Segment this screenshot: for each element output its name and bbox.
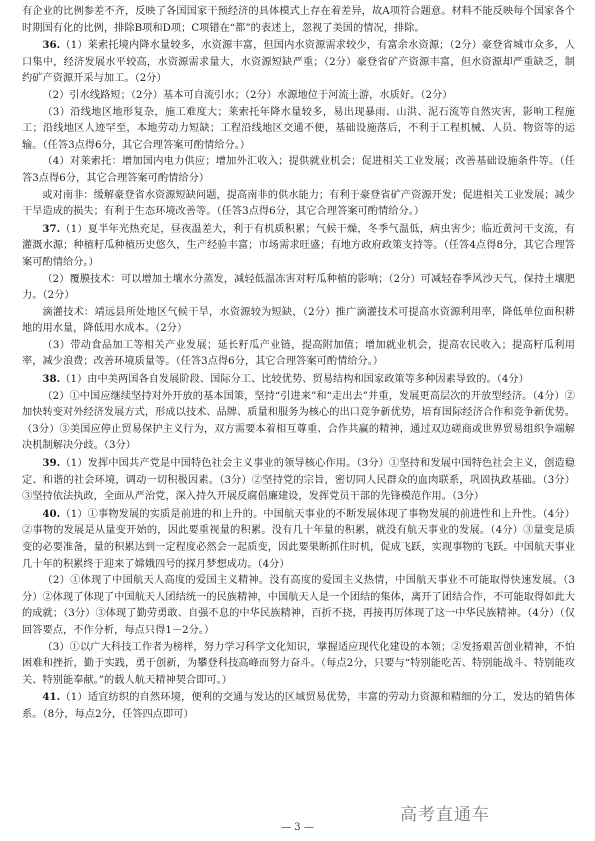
watermark-text: 高考直通车 <box>400 805 490 825</box>
answer-paragraph <box>22 689 575 723</box>
paragraph-text: （1）①事物发展的实质是前进的和上升的。中国航天事业的不断发展体现了事物发展的前进性和上升性。（4分）②事物的发展是从量变开始的，因此要重视量的积累。没有几十年量的积累，就没有航天事业的发展。（4分）③量变是质变的必要准备，量的积累达到一定程度必然会一起质变，因此要果断抓住时机，促成飞跃，实现事物的飞跃。中国航天事业几十年的积累终于迎来了嫦娥四号的探月梦想成功。（4分） <box>22 508 575 570</box>
paragraph-text: （2）覆膜技术：可以增加土壤水分蒸发，减轻低温冻害对籽瓜种植的影响；（2分）可减轻春季风沙天气，保持土壤肥力。（2分） <box>22 273 575 302</box>
answer-paragraph <box>22 105 575 155</box>
paragraph-text: （2）①体现了中国航天人高度的爱国主义精神。没有高度的爱国主义热情，中国航天事业不可能取得快速发展。（3分）②体现了体现了中国航天人团结统一的民族精神，中国航天人是一个团结的集体，离开了团结合作，不可能取得如此大的成就；（3分）③体现了勤劳勇敢、自强不息的中华民族精神，百折不挠，再接再厉体现了这一中华民族精神。（4分）（仅回答要点，不作分析，每点只得1－2分。） <box>22 575 575 636</box>
answer-paragraph <box>22 305 575 338</box>
answer-paragraph <box>22 506 575 573</box>
answer-paragraph <box>22 455 575 506</box>
paragraph-text: 滴灌技术：靖远县所处地区气候干旱，水资源较为短缺，（2分）推广滴灌技术可提高水资源利用率，降低单位面积耕地的用水量，降低用水成本。（2分） <box>22 306 575 335</box>
page-number: — 3 — <box>281 822 314 833</box>
answer-paragraph <box>22 4 575 37</box>
answer-content <box>22 4 575 724</box>
paragraph-text: （1）莱索托境内降水量较多，水资源丰富，但国内水资源需求较少，有富余水资源；（2分）豪登省城市众多，人口集中，经济发展水平较高，水资源需求量大，水资源短缺严重；（2分）豪登省矿产资源丰富，但水资源却严重缺乏，制约矿产资源开采与加工。（2分） <box>22 40 575 85</box>
answer-paragraph <box>22 188 575 221</box>
answer-paragraph <box>22 272 575 305</box>
question-number: 36. <box>42 39 61 52</box>
paragraph-text: （3）①以广大科技工作者为榜样，努力学习科学文化知识，掌握适应现代化建设的本领；②发扬艰苦创业精神，不怕困难和挫折，勤于实践，勇于创新，为攀登科技高峰而努力奋斗。（每点2分，只要与“特别能吃苦、特别能战斗、特别能攻关、特别能奉献。”的载人航天精神契合即可。） <box>22 641 575 686</box>
paragraph-text: （1）适宜纺织的自然环境，便利的交通与发达的区域贸易优势，丰富的劳动力资源和精细的分工，发达的销售体系。（8分，每点2分，任答四点即可） <box>22 692 575 720</box>
answer-paragraph <box>22 371 575 389</box>
answer-paragraph <box>22 88 575 105</box>
answer-paragraph <box>22 154 575 187</box>
answer-paragraph <box>22 221 575 272</box>
paragraph-text: 或对南非：缓解豪登省水资源短缺问题，提高南非的供水能力；有利于豪登省矿产资源开发；促进相关工业发展；减少干旱造成的损失；有利于生态环境改善等。（任答3点得6分，其它合理答案可酌情给分。） <box>22 189 575 218</box>
paragraph-text: （2）①中国应继续坚持对外开放的基本国策，坚持“引进来”和“走出去”并重，发展更高层次的开放型经济。（4分）②加快转变对外经济发展方式，形成以技术、品牌、质量和服务为核心的出口竞争新优势，培育国际经济合作和竞争新优势。（3分）③美国应停止贸易保护主义行为，双方需要本着相互尊重、合作共赢的精神，通过双边磋商或世界贸易组织争端解决机制解决分歧。（3分） <box>22 390 575 452</box>
answer-paragraph <box>22 37 575 88</box>
answer-paragraph <box>22 389 575 455</box>
paragraph-text: （1）夏半年光热充足，昼夜温差大，利于有机质积累；气候干燥，冬季气温低，病虫害少；临近黄河干支流，有灌溉水源；种植籽瓜种植历史悠久，生产经验丰富；市场需求旺盛；有地方政府政策支持等。（任答4点得8分，其它合理答案可酌情给分。） <box>22 223 575 268</box>
answer-paragraph <box>22 573 575 639</box>
paragraph-text: （3）带动食品加工等相关产业发展；延长籽瓜产业链，提高附加值；增加就业机会，提高农民收入；提高籽瓜利用率，减少浪费；改善环境质量等。（任答3点得6分，其它合理答案可酌情给分。） <box>22 339 575 368</box>
question-number: 37. <box>42 222 61 235</box>
question-number: 40. <box>42 507 61 520</box>
paragraph-text: （4）对莱索托：增加国内电力供应；增加外汇收入；提供就业机会；促进相关工业发展；改善基础设施条件等。（任答3点得6分，其它合理答案可酌情给分） <box>22 156 575 184</box>
paragraph-text: （3）沿线地区地形复杂，施工难度大；莱索托年降水量较多，易出现暴雨、山洪、泥石流等自然灾害，影响工程施工；沿线地区人迹罕至，本地劳动力短缺；工程沿线地区交通不便，基础设施落后，不利于工程机械、人员、物资等的运输。（任答3点得6分，其它合理答案可酌情给分。） <box>22 106 575 151</box>
question-number: 41. <box>42 691 61 704</box>
question-number: 39. <box>42 457 61 470</box>
paragraph-text: 有企业的比例参差不齐，反映了各国国家干预经济的具体模式上存在着差异，故A项符合题意。材料不能反映每个国家各个时期国有化的比例，排除B项和D项；C项错在“都”的表述上，忽视了美国的情况，排除。 <box>22 6 575 34</box>
answer-paragraph <box>22 640 575 690</box>
paragraph-text: （1）由中美两国各自发展阶段、国际分工、比较优势、贸易结构和国家政策等多种因素导致的。（4分） <box>60 374 529 386</box>
paragraph-text: （1）发挥中国共产党是中国特色社会主义事业的领导核心作用。（3分）①坚持和发展中国特色社会主义，创造稳定、和谐的社会环境，调动一切积极因素。（3分）②坚持党的宗旨，密切同人民群众的血肉联系，巩固执政基础。（3分）③坚持依法执政，全面从严治党，深入持久开展反腐倡廉建设，发挥党员干部的先锋模范作用。（3分） <box>22 458 575 503</box>
answer-paragraph <box>22 338 575 371</box>
question-number: 38. <box>42 373 61 386</box>
paragraph-text: （2）引水线路短；（2分）基本可自流引水；（2分）水源地位于河流上游，水质好。（2分） <box>42 89 453 101</box>
